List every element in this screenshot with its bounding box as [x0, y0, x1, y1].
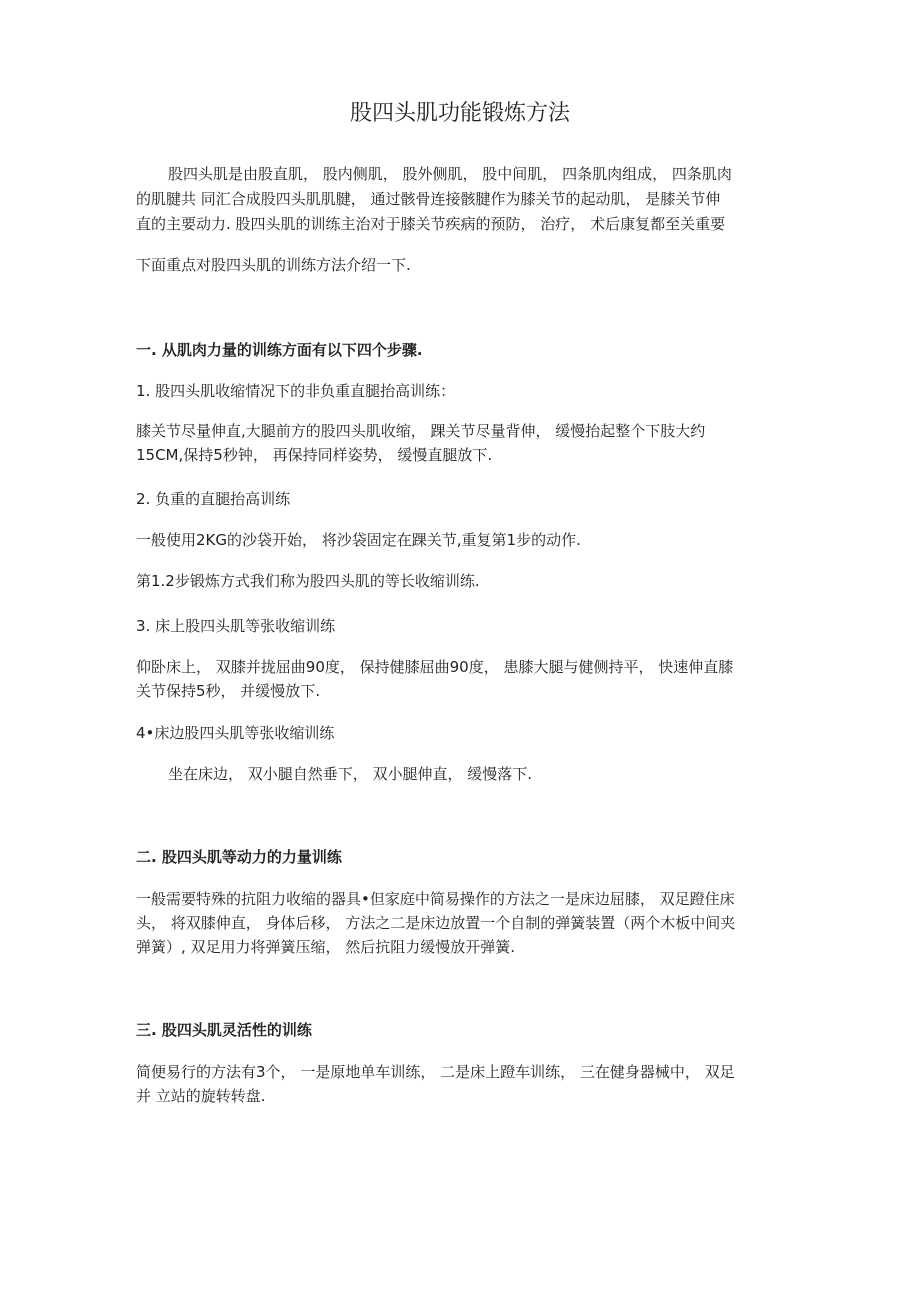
step-1-text-line-1: 膝关节尽量伸直,大腿前方的股四头肌收缩， 踝关节尽量背伸， 缓慢抬起整个下肢大约 [136, 422, 706, 440]
document-title: 股四头肌功能锻炼方法 [349, 101, 570, 126]
step-4-title: 4•床边股四头肌等张收缩训练 [136, 724, 335, 742]
step-1-text-line-2: 15CM,保持5秒钟， 再保持同样姿势， 缓慢直腿放下. [136, 446, 493, 464]
section-2-text-line-1: 一般需要特殊的抗阻力收缩的器具•但家庭中简易操作的方法之一是床边屈膝， 双足蹬住床 [136, 890, 735, 908]
section-3-text-line-1: 简便易行的方法有3个， 一是原地单车训练， 二是床上蹬车训练， 三在健身器械中， 双足 [136, 1063, 735, 1081]
step-3-text-line-2: 关节保持5秒， 并缓慢放下. [136, 682, 321, 700]
section-3-text-line-2: 并 立站的旋转转盘. [136, 1087, 266, 1105]
section-1-heading: 一. 从肌肉力量的训练方面有以下四个步骤. [136, 341, 423, 359]
section-2-heading: 二. 股四头肌等动力的力量训练 [136, 848, 342, 866]
section-3-heading: 三. 股四头肌灵活性的训练 [136, 1021, 312, 1039]
step-2-title: 2. 负重的直腿抬高训练 [136, 490, 291, 508]
intro-line-4: 下面重点对股四头肌的训练方法介绍一下. [136, 256, 411, 274]
intro-line-3: 直的主要动力. 股四头肌的训练主治对于膝关节疾病的预防， 治疗， 术后康复都至关重要 [136, 215, 726, 233]
step-1-title: 1. 股四头肌收缩情况下的非负重直腿抬高训练： [136, 382, 456, 400]
step-3-text-line-1: 仰卧床上， 双膝并拢屈曲90度， 保持健膝屈曲90度， 患膝大腿与健侧持平， 快速伸直膝 [136, 658, 734, 676]
step-3-title: 3. 床上股四头肌等张收缩训练 [136, 617, 336, 635]
intro-line-1: 股四头肌是由股直肌， 股内侧肌， 股外侧肌， 股中间肌， 四条肌肉组成， 四条肌肉 [168, 165, 732, 183]
step-2-text: 一般使用2KG的沙袋开始， 将沙袋固定在踝关节,重复第1步的动作. [136, 531, 581, 549]
section-2-text-line-3: 弹簧）, 双足用力将弹簧压缩， 然后抗阻力缓慢放开弹簧. [136, 938, 516, 956]
section-2-text-line-2: 头， 将双膝伸直， 身体后移， 方法之二是床边放置一个自制的弹簧装置（两个木板中间夹 [136, 914, 736, 932]
step-4-text: 坐在床边， 双小腿自然垂下， 双小腿伸直， 缓慢落下. [168, 765, 533, 783]
intro-line-2: 的肌腱共 同汇合成股四头肌肌腱， 通过骸骨连接骸腱作为膝关节的起动肌， 是膝关节伸 [136, 190, 721, 208]
step-1-2-note: 第1.2步锻炼方式我们称为股四头肌的等长收缩训练. [136, 572, 480, 590]
